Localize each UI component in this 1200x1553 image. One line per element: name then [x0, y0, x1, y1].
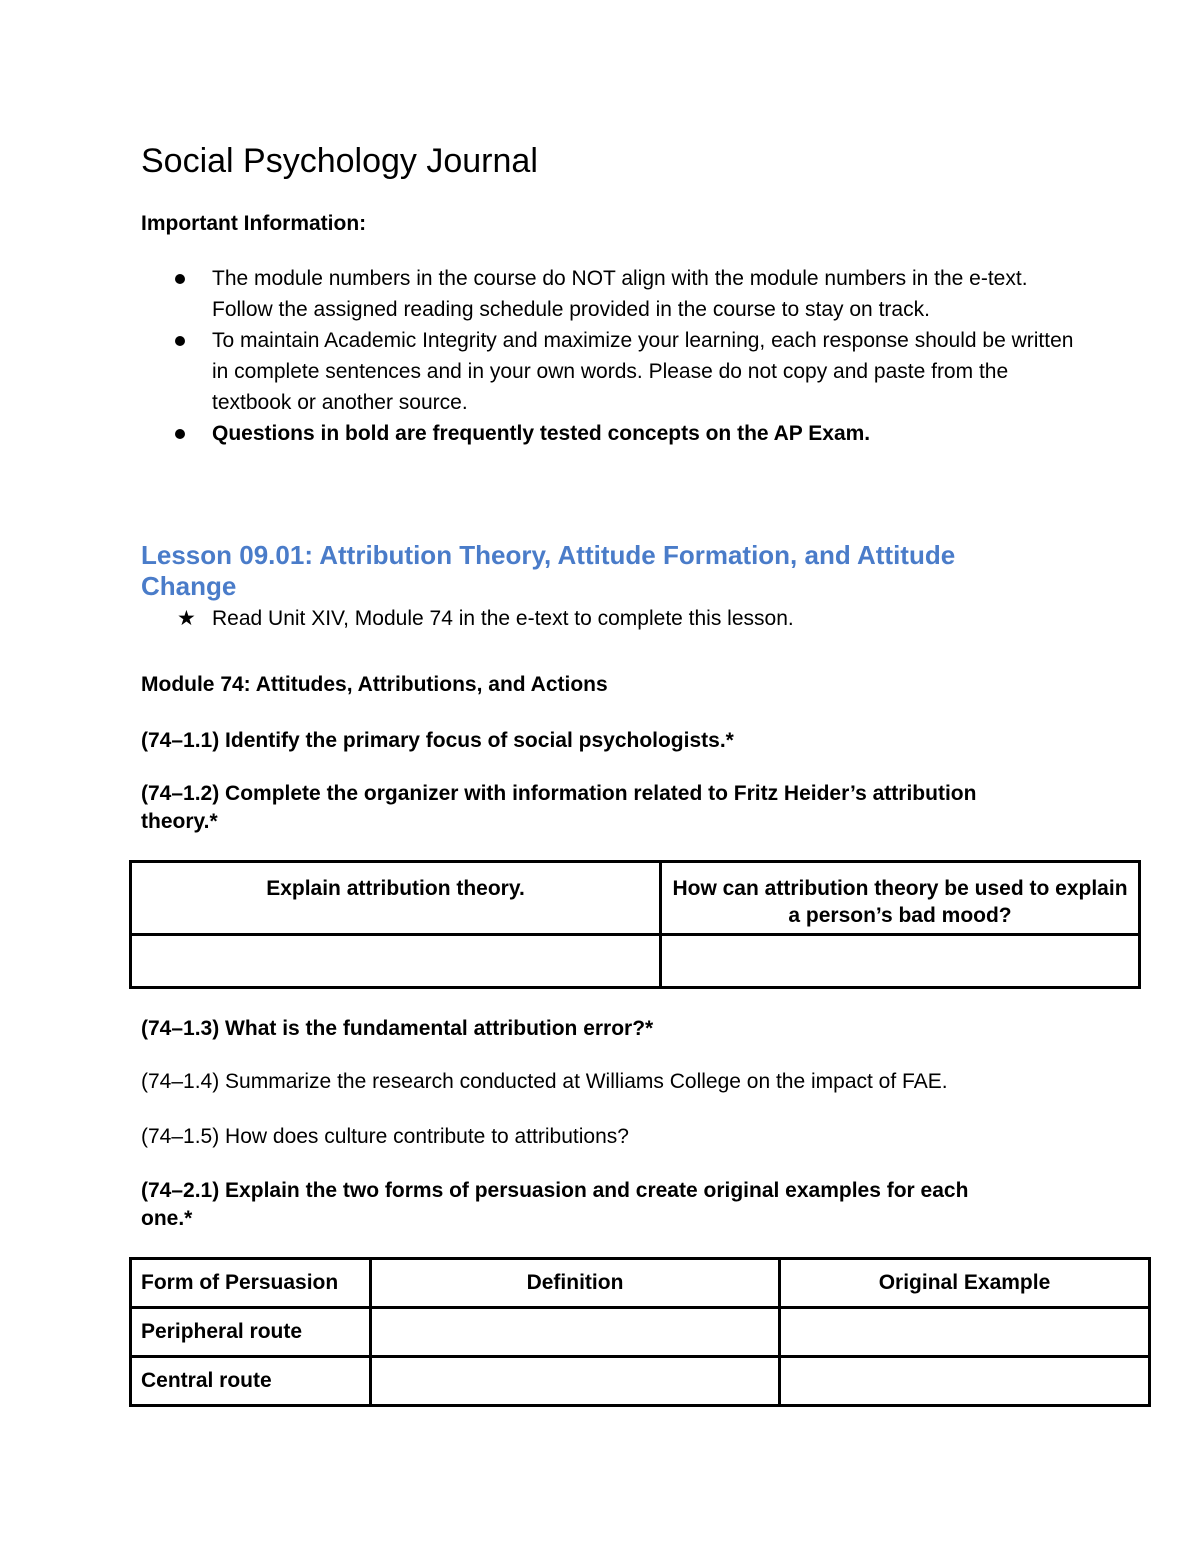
bullet-text: To maintain Academic Integrity and maximize your learning, each response should be written in complete sentences and in your own words. Please do not copy and paste from the textbook or another source. — [212, 329, 1074, 414]
module-heading: Module 74: Attitudes, Attributions, and Actions — [141, 673, 608, 696]
table-row — [131, 1357, 1150, 1406]
table-header-row — [131, 862, 1140, 935]
question-74-1-1: (74–1.1) Identify the primary focus of social psychologists.* — [141, 729, 734, 752]
row-label-cell: Central route — [131, 1357, 371, 1406]
important-info-label: Important Information: — [141, 212, 367, 235]
question-74-1-5: (74–1.5) How does culture contribute to attributions? — [141, 1125, 629, 1148]
table-header-cell: Explain attribution theory. — [131, 862, 661, 935]
table-header-cell: Definition — [371, 1259, 780, 1308]
question-74-1-2: (74–1.2) Complete the organizer with information related to Fritz Heider’s attribution theory.* — [141, 782, 977, 833]
page-title: Social Psychology Journal — [141, 142, 538, 180]
reading-note — [177, 603, 794, 634]
list-item — [175, 418, 1075, 449]
table-header-cell: Form of Persuasion — [131, 1259, 371, 1308]
reading-note-text: Read Unit XIV, Module 74 in the e-text to complete this lesson. — [212, 607, 794, 630]
star-icon: ★ — [177, 607, 196, 630]
table-header-cell: How can attribution theory be used to explain a person’s bad mood? — [661, 862, 1140, 935]
bullet-icon — [175, 336, 185, 346]
question-74-1-3: (74–1.3) What is the fundamental attribution error?* — [141, 1017, 654, 1040]
answer-cell[interactable] — [780, 1308, 1150, 1357]
table-row — [131, 935, 1140, 988]
table-header-cell: Original Example — [780, 1259, 1150, 1308]
attribution-organizer-table — [129, 860, 1141, 989]
list-item — [175, 263, 1075, 325]
answer-cell[interactable] — [371, 1308, 780, 1357]
row-label-cell: Peripheral route — [131, 1308, 371, 1357]
bullet-text: The module numbers in the course do NOT align with the module numbers in the e-text. Follow the assigned reading schedule provided in the course to stay on track. — [212, 267, 1028, 321]
table-row — [131, 1308, 1150, 1357]
persuasion-table — [129, 1257, 1151, 1407]
bullet-icon — [175, 274, 185, 284]
important-info-list — [175, 263, 1075, 449]
question-74-2-1: (74–2.1) Explain the two forms of persuasion and create original examples for each one.* — [141, 1179, 969, 1230]
question-74-1-4: (74–1.4) Summarize the research conducted at Williams College on the impact of FAE. — [141, 1070, 948, 1093]
bullet-text: Questions in bold are frequently tested concepts on the AP Exam. — [212, 422, 871, 445]
list-item — [175, 325, 1075, 418]
answer-cell[interactable] — [661, 935, 1140, 988]
answer-cell[interactable] — [371, 1357, 780, 1406]
table-header-row — [131, 1259, 1150, 1308]
bullet-icon — [175, 429, 185, 439]
answer-cell[interactable] — [131, 935, 661, 988]
lesson-heading: Lesson 09.01: Attribution Theory, Attitude Formation, and Attitude Change — [141, 540, 956, 601]
answer-cell[interactable] — [780, 1357, 1150, 1406]
